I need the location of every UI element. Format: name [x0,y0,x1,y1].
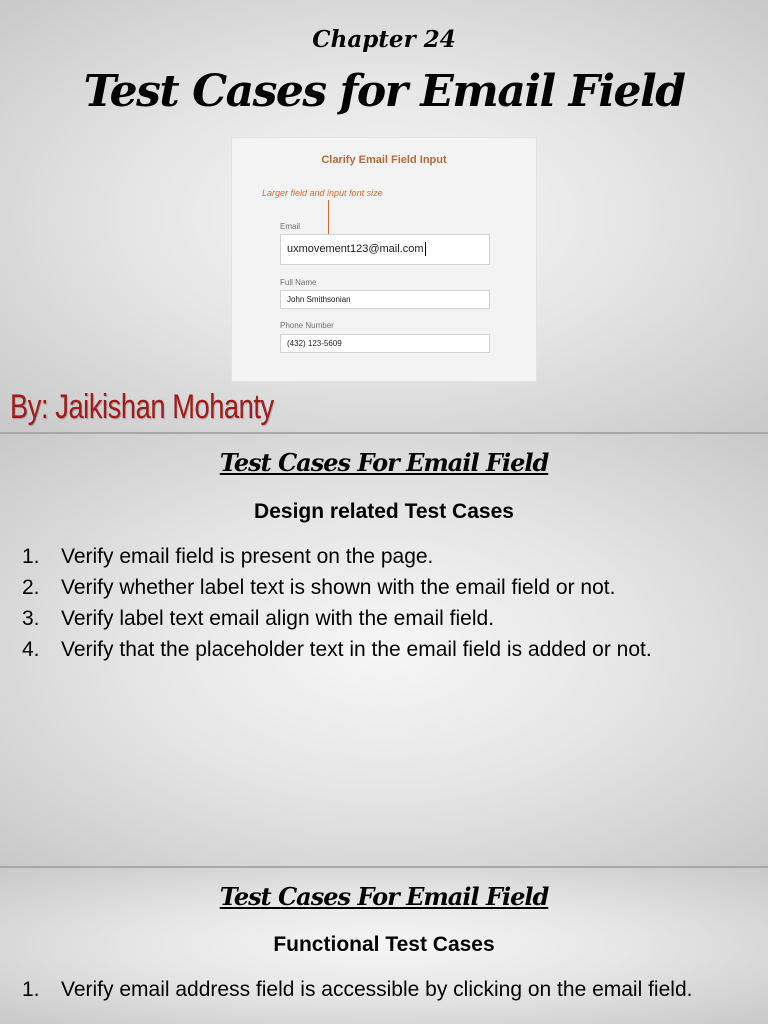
list-item [0,634,652,665]
full-name-field: John Smithsonian [280,290,490,309]
list-item [0,603,652,634]
phone-number-field: (432) 123-5609 [280,334,490,353]
email-field [280,234,490,265]
list-item [0,974,751,1005]
text-caret [425,242,426,256]
list-item [0,541,652,572]
section-title: Test Cases For Email Field [219,448,549,477]
slide-design-test-cases [0,434,768,866]
author-byline: By: Jaikishan Mohanty [10,388,274,426]
page-title: Test Cases for Email Field [83,66,685,117]
item-number: 1. [22,978,40,1001]
section-subtitle: Design related Test Cases [254,500,514,523]
form-annotation: Larger field and input font size [262,188,383,198]
phone-number-label: Phone Number [280,321,334,330]
list-item [0,572,652,603]
test-case-list [0,974,751,1005]
slide-functional-test-cases [0,868,768,1024]
item-text: Verify whether label text is shown with the email field or not. [61,576,616,599]
slide-title [0,0,768,432]
item-number: 1. [22,545,40,568]
chapter-label: Chapter 24 [312,26,456,53]
item-text: Verify email field is present on the page. [61,545,434,568]
item-text: Verify that the placeholder text in the email field is added or not. [61,638,652,661]
email-label: Email [280,222,301,231]
email-form-screenshot [231,137,537,382]
test-case-list [0,541,652,665]
section-subtitle: Functional Test Cases [273,933,495,956]
full-name-label: Full Name [280,278,317,287]
item-text: Verify email address field is accessible by clicking on the email field. [61,978,693,1001]
item-number: 3. [22,607,40,630]
form-heading: Clarify Email Field Input [321,154,447,166]
email-value: uxmovement123@mail.com [287,243,424,255]
item-text: Verify label text email align with the email field. [61,607,495,630]
item-number: 2. [22,576,40,599]
section-title: Test Cases For Email Field [219,882,549,911]
item-number: 4. [22,638,40,661]
